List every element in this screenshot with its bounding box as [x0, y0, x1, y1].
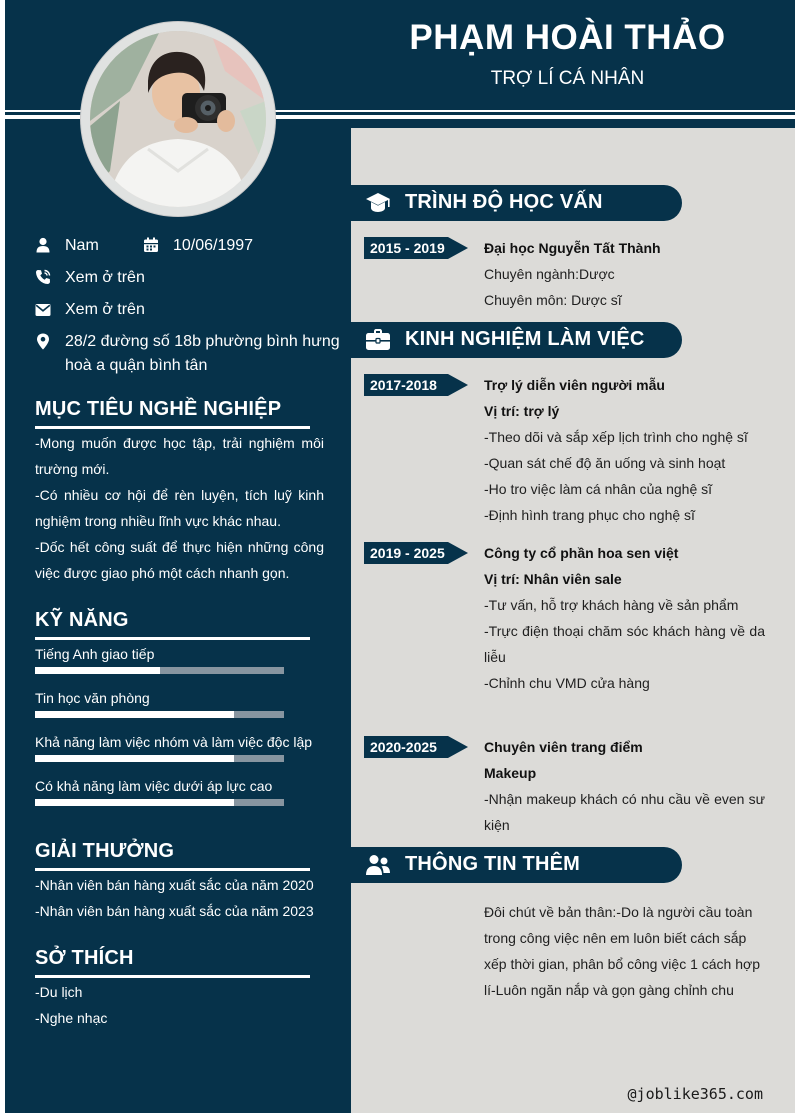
phone-icon: [35, 269, 51, 285]
skill-label: Tin học văn phòng: [35, 690, 150, 706]
person-icon: [35, 237, 51, 253]
skill-bar-fill: [35, 667, 160, 674]
skill-label: Tiếng Anh giao tiếp: [35, 646, 155, 662]
career-goal-divider: [35, 426, 310, 429]
job-duty: -Nhận makeup khách có nhu cầu về even sư kiện: [484, 791, 765, 833]
contact-address: [35, 330, 345, 380]
graduation-cap-icon: [365, 191, 391, 215]
phone-value: Xem ở trên: [65, 269, 145, 286]
experience-section-band: [351, 322, 682, 358]
education-period-tag: [364, 237, 468, 259]
location-pin-icon: [35, 333, 51, 350]
education-entry: [484, 235, 765, 313]
experience-entry: [484, 540, 765, 696]
job-position: Makeup: [484, 765, 537, 781]
job-duty: -Trực điện thoại chăm sóc khách hàng về da liễu: [484, 623, 765, 665]
extra-info-text: Đôi chút về bản thân:-Do là người cầu toàn trong công việc nên em luôn biết cách sắp xếp thời gian, phân bổ công việc 1 cách hợp lí-Luôn ngăn nắp và gọn gàng chỉnh chu: [484, 904, 760, 998]
envelope-icon: [35, 302, 51, 318]
career-goal-text: [35, 430, 324, 586]
main-column: [351, 128, 795, 1113]
job-position: Vị trí: Nhân viên sale: [484, 571, 622, 587]
skill-bar: [35, 667, 284, 674]
job-position: Vị trí: trợ lý: [484, 403, 560, 419]
skills-heading: KỸ NĂNG: [35, 609, 129, 631]
calendar-icon: [143, 237, 159, 253]
awards-heading: GIẢI THƯỞNG: [35, 840, 175, 862]
skill-label: Khả năng làm việc nhóm và làm việc độc lập: [35, 734, 313, 750]
skill-bar: [35, 711, 284, 718]
hobby-item: -Nghe nhạc: [35, 1010, 108, 1026]
candidate-job-title: TRỢ LÍ CÁ NHÂN: [490, 68, 645, 89]
school-name: Đại học Nguyễn Tất Thành: [484, 240, 661, 256]
gender-value: Nam: [65, 237, 99, 254]
users-icon: [365, 853, 391, 877]
experience-period: 2017-2018: [370, 377, 437, 393]
education-detail: Chuyên ngành:Dược: [484, 266, 615, 282]
experience-period-tag: [364, 542, 468, 564]
hobbies-heading: SỞ THÍCH: [35, 947, 134, 969]
avatar-photo: [90, 31, 266, 207]
job-duty: -Chỉnh chu VMD cửa hàng: [484, 675, 650, 691]
career-goal-paragraph: -Dốc hết công suất để thực hiện những công việc được giao phó một cách nhanh gọn.: [35, 539, 324, 581]
experience-period-tag: [364, 374, 468, 396]
skills-divider: [35, 637, 310, 640]
job-duty: -Ho tro việc làm cá nhân của nghệ sĩ: [484, 481, 713, 497]
extra-info-heading: THÔNG TIN THÊM: [405, 853, 581, 875]
job-duty: -Định hình trang phục cho nghệ sĩ: [484, 507, 695, 523]
contact-gender: [35, 234, 145, 258]
extra-info-section-band: [351, 847, 682, 883]
experience-entry: [484, 372, 765, 528]
company-name: Công ty cổ phần hoa sen việt: [484, 545, 679, 561]
skill-label: Có khả năng làm việc dưới áp lực cao: [35, 778, 273, 794]
career-goal-paragraph: -Mong muốn được học tập, trải nghiệm môi trường mới.: [35, 435, 324, 477]
avatar: [81, 22, 275, 216]
skill-bar: [35, 755, 284, 762]
experience-entry: [484, 734, 765, 838]
email-value: Xem ở trên: [65, 301, 145, 318]
career-goal-heading: MỤC TIÊU NGHỀ NGHIỆP: [35, 398, 282, 420]
experience-period: 2019 - 2025: [370, 545, 445, 561]
career-goal-paragraph: -Có nhiều cơ hội để rèn luyện, tích luỹ kinh nghiệm trong nhiều lĩnh vực khác nhau.: [35, 487, 324, 529]
education-period: 2015 - 2019: [370, 240, 445, 256]
job-duty: -Quan sát chế độ ăn uống và sinh hoạt: [484, 455, 726, 471]
skill-bar: [35, 799, 284, 806]
job-duty: -Theo dõi và sắp xếp lịch trình cho nghệ sĩ: [484, 429, 748, 445]
job-duty: -Tư vấn, hỗ trợ khách hàng về sản phẩm: [484, 597, 739, 613]
experience-heading: KINH NGHIỆM LÀM VIỆC: [405, 328, 645, 350]
birthday-value: 10/06/1997: [173, 237, 254, 254]
company-name: Trợ lý diễn viên người mẫu: [484, 377, 665, 393]
skill-bar-fill: [35, 755, 234, 762]
contact-email: [35, 298, 335, 322]
hobbies-divider: [35, 975, 310, 978]
contact-birthday: [143, 234, 343, 258]
address-value: 28/2 đường số 18b phường bình hưng hoà a quận bình tân: [65, 333, 340, 374]
cv-page: [5, 0, 795, 1113]
contact-phone: [35, 266, 335, 290]
award-item: -Nhân viên bán hàng xuất sắc của năm 2023: [35, 903, 314, 919]
experience-period-tag: [364, 736, 468, 758]
education-detail: Chuyên môn: Dược sĩ: [484, 292, 622, 308]
company-name: Chuyên viên trang điểm: [484, 739, 643, 755]
website-watermark: @joblike365.com: [627, 1085, 763, 1103]
briefcase-icon: [365, 328, 391, 352]
hobby-item: -Du lịch: [35, 984, 83, 1000]
education-section-band: [351, 185, 682, 221]
candidate-name: PHẠM HOÀI THẢO: [409, 18, 726, 57]
education-heading: TRÌNH ĐỘ HỌC VẤN: [405, 191, 603, 213]
award-item: -Nhân viên bán hàng xuất sắc của năm 2020: [35, 877, 314, 893]
experience-period: 2020-2025: [370, 739, 437, 755]
sidebar: [5, 128, 351, 1113]
person-with-camera-illustration: [90, 31, 266, 207]
skill-bar-fill: [35, 711, 234, 718]
awards-divider: [35, 868, 310, 871]
skill-bar-fill: [35, 799, 234, 806]
